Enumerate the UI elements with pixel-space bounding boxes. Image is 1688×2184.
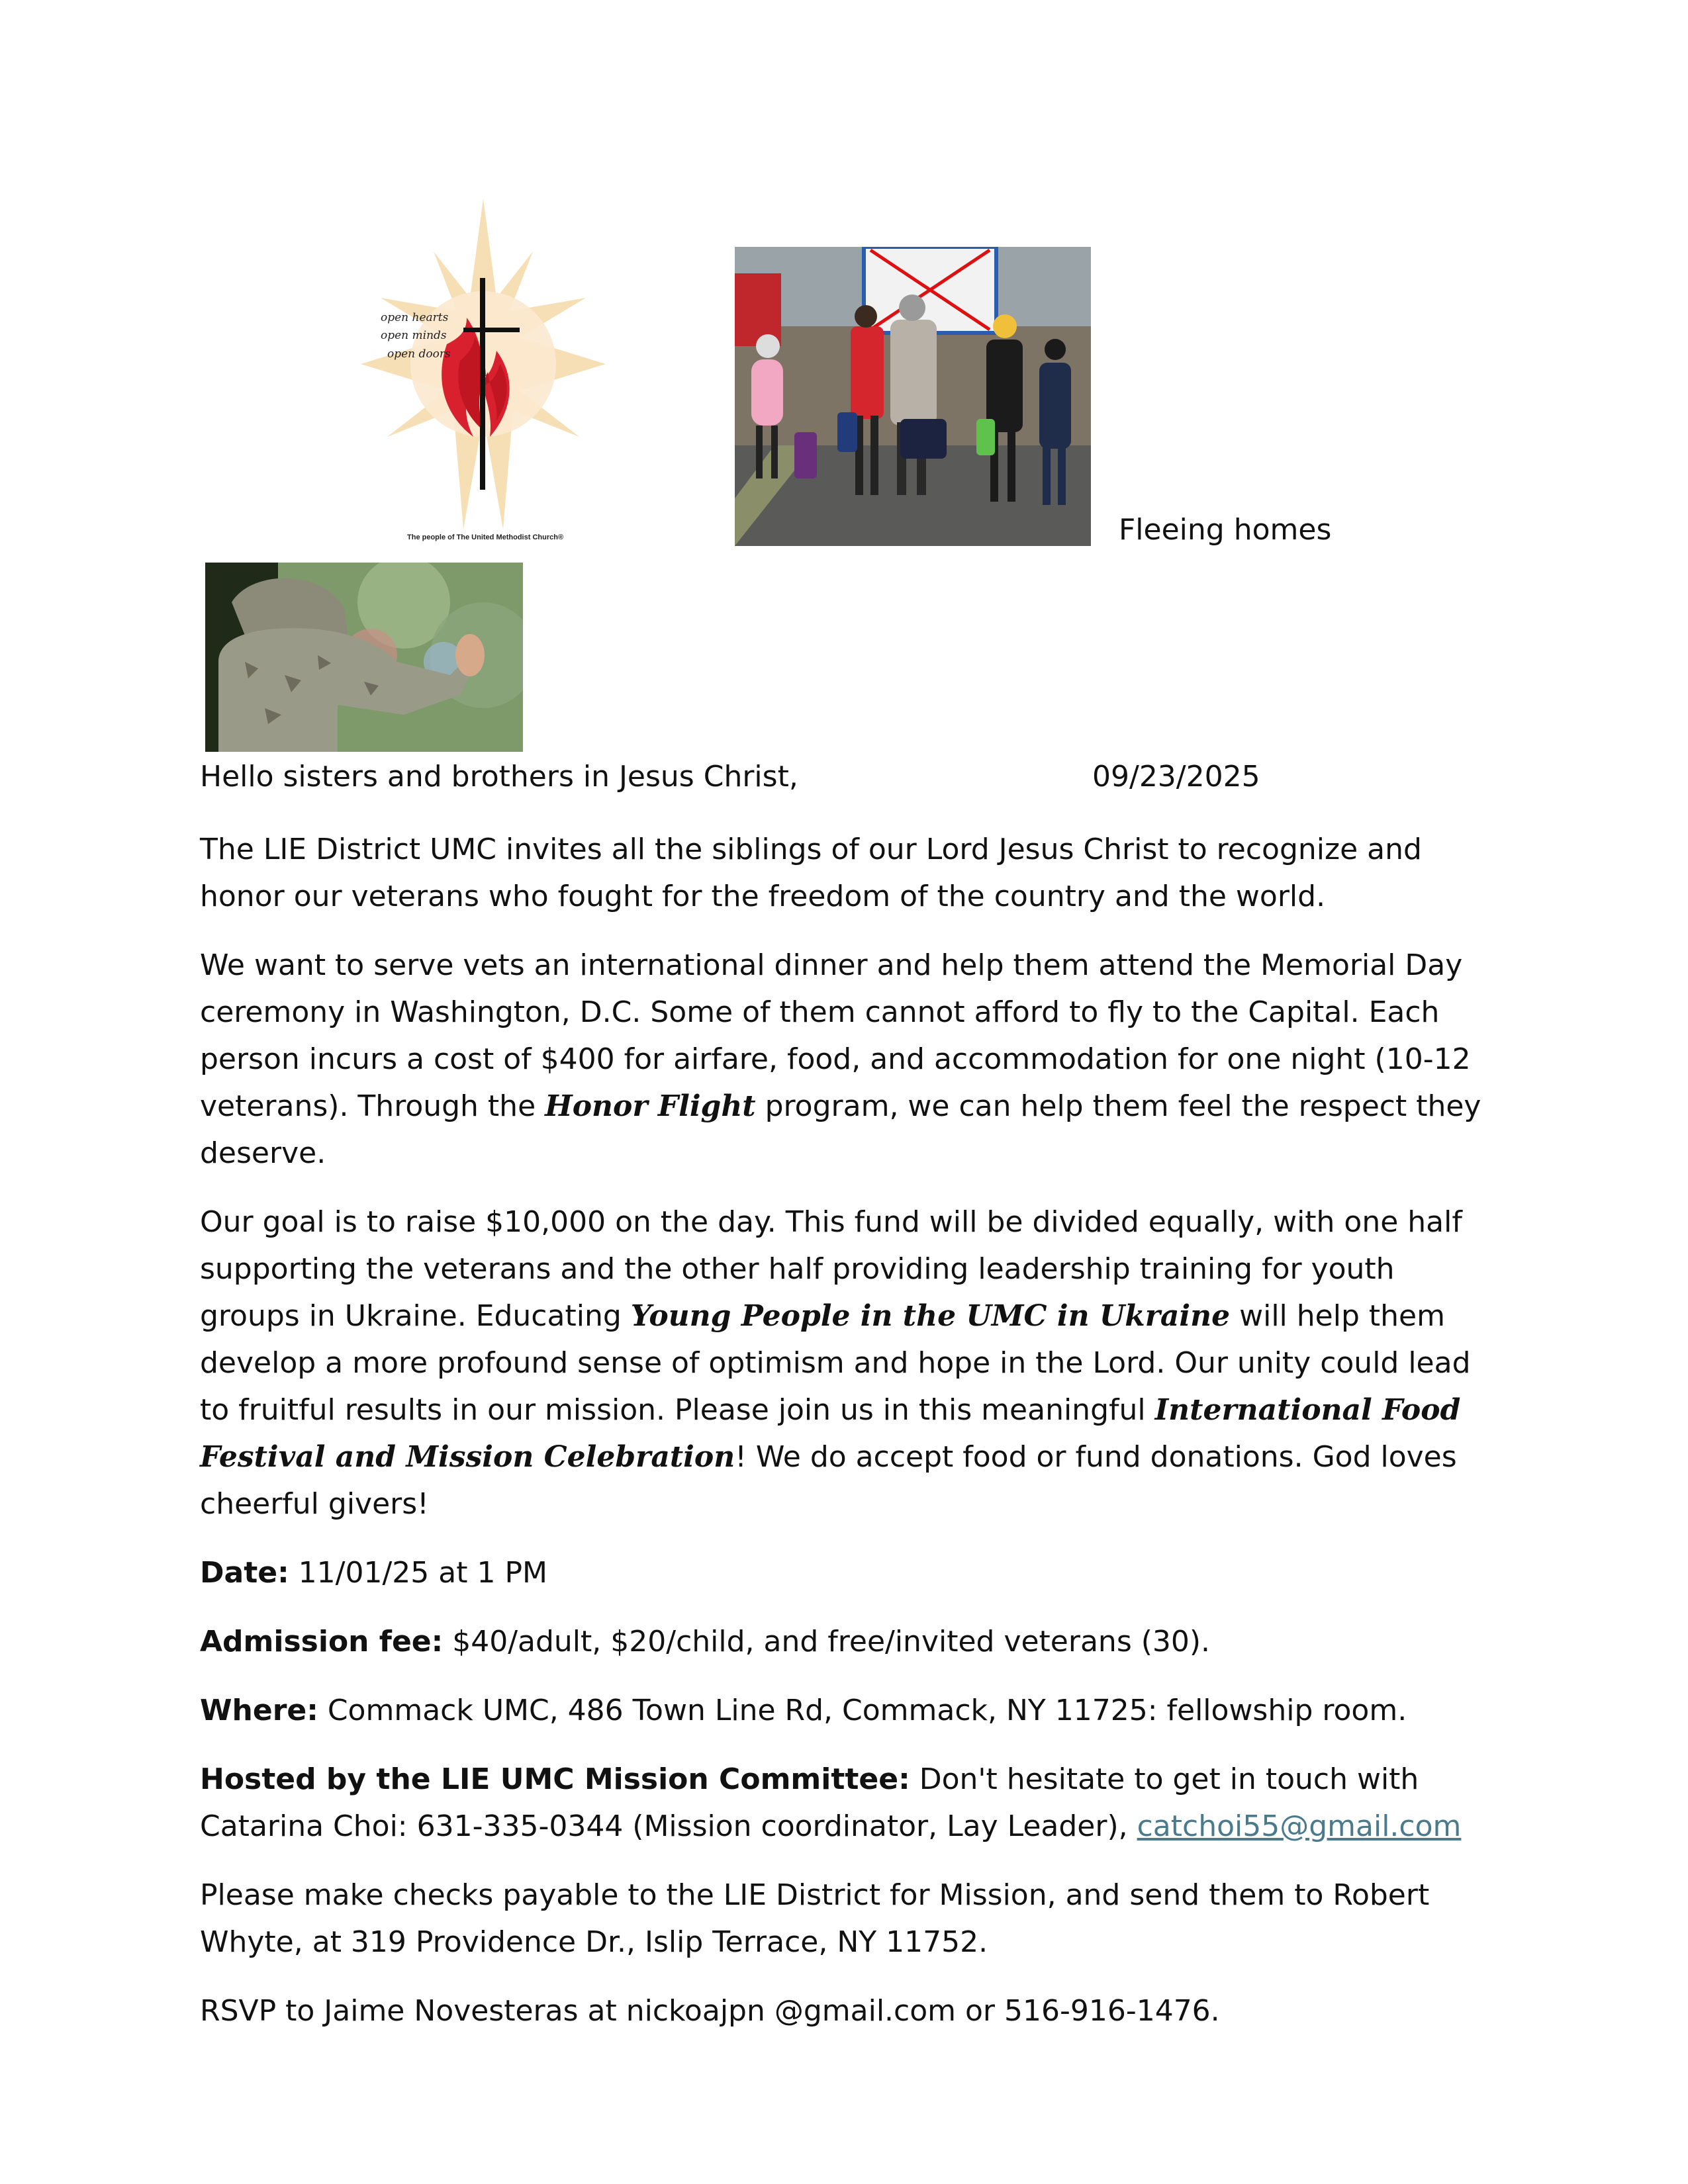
photo-caption: Fleeing homes <box>1119 513 1332 547</box>
coordinator-email-link[interactable]: catchoi55@gmail.com <box>1137 1809 1462 1843</box>
event-date-label: Date: <box>200 1556 289 1590</box>
ukraine-youth-emphasis: Young People in the UMC in Ukraine <box>630 1299 1231 1333</box>
event-location <box>200 1687 1497 1734</box>
checks-paragraph: Please make checks payable to the LIE District for Mission, and send them to Robert Whyte, at 319 Providence Dr., Islip Terrace, NY 11752. <box>200 1878 1430 1959</box>
letter-date: 09/23/2025 <box>1092 760 1260 794</box>
umc-logo <box>361 199 606 549</box>
honor-flight-emphasis: Honor Flight <box>545 1089 756 1123</box>
logo-tagline: The people of The United Methodist Church® <box>407 533 564 541</box>
greeting: Hello sisters and brothers in Jesus Christ, <box>200 760 798 794</box>
motto-line-1: open hearts <box>381 311 449 324</box>
festival-emphasis: International Food Festival and Mission Celebration <box>200 1393 1461 1474</box>
host-info <box>200 1756 1497 1850</box>
rsvp-paragraph: RSVP to Jaime Novesteras at nickoajpn @gmail.com or 516-916-1476. <box>200 1994 1220 2028</box>
intro-paragraph: The LIE District UMC invites all the siblings of our Lord Jesus Christ to recognize and honor our veterans who fought for the freedom of the country and the world. <box>200 833 1422 913</box>
host-label: Hosted by the LIE UMC Mission Committee: <box>200 1762 910 1796</box>
honor-flight-paragraph: We want to serve vets an international dinner and help them attend the Memorial Day ceremony in Washington, D.C. Some of them cannot afford to fly to the Capital. Each person incurs a cost of $400 for airfare, food, and accommodation for one night (10-12 veterans). Through the Honor Flight program, we can help them feel the respect they deserve. <box>200 948 1481 1170</box>
event-location-label: Where: <box>200 1694 318 1727</box>
host-value: Don't hesitate to get in touch with Catarina Choi: 631-335-0344 (Mission coordinator, Lay Leader), <box>200 1762 1419 1843</box>
event-date-value: 11/01/25 at 1 PM <box>289 1556 547 1590</box>
cross-and-flame-icon <box>361 199 606 549</box>
soldier-photo-illustration <box>205 563 523 752</box>
admission-fee-value: $40/adult, $20/child, and free/invited veterans (30). <box>443 1625 1211 1659</box>
event-date <box>200 1549 1497 1596</box>
soldier-photo <box>205 563 523 752</box>
goal-paragraph: Our goal is to raise $10,000 on the day. This fund will be divided equally, with one half supporting the veterans and the other half providing leadership training for youth groups in Ukraine. Educating Young People in the UMC in Ukraine will help them develop a more profound sense of optimism and hope in the Lord. Our unity could lead to fruitful results in our mission. Please join us in this meaningful International Food Festival and Mission Celebration! We do accept food or fund donations. God loves cheerful givers! <box>200 1205 1471 1521</box>
motto-line-2: open minds <box>381 329 447 342</box>
refugees-photo-illustration <box>735 247 1091 546</box>
event-location-value: Commack UMC, 486 Town Line Rd, Commack, NY 11725: fellowship room. <box>318 1694 1407 1727</box>
letter-body <box>200 826 1497 2056</box>
refugees-photo <box>735 247 1091 546</box>
admission-fee <box>200 1618 1497 1665</box>
admission-fee-label: Admission fee: <box>200 1625 444 1659</box>
motto-line-3: open doors <box>387 347 451 361</box>
